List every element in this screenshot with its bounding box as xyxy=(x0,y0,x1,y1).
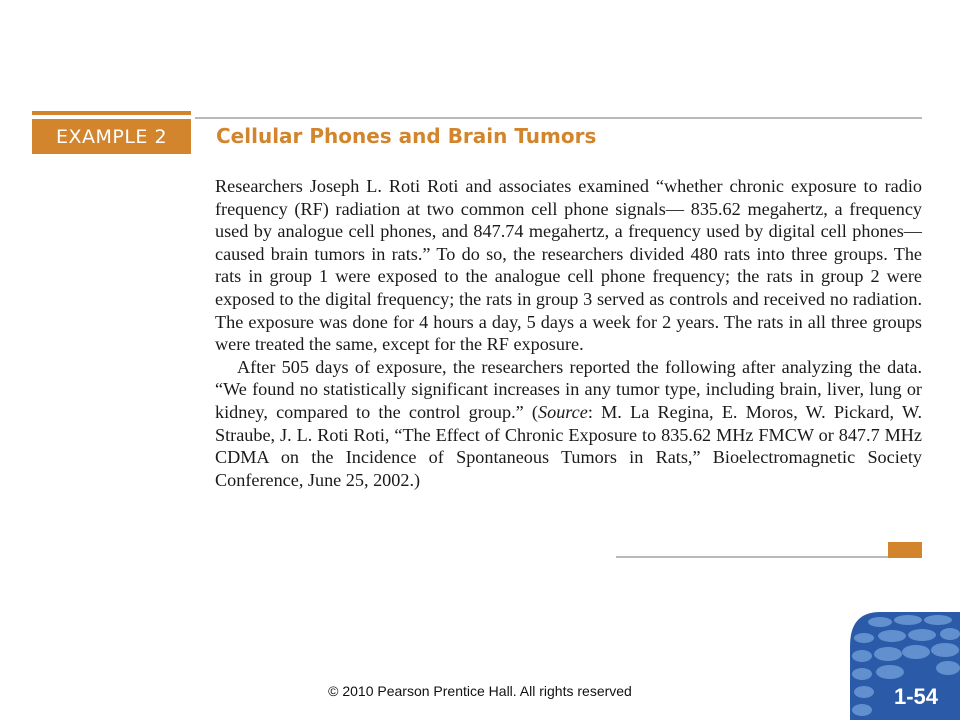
paragraph-2-citation: : M. La Regina, E. Moros, W. Pickard, W. Straube, J. L. Roti Roti, “The Effect of Chronic Exposure to 835.62 MHz FMCW or 847.7 MHz CDMA on the Incidence of Spontaneous Tumors in Rats,” Bioelectromagnetic Society Conference, June 25, 2002.) xyxy=(215,401,922,490)
paragraph-2-text: After 505 days of exposure, the researchers reported the following after analyzing the data. “We found no statistically significant increases in any tumor type, including brain, liver, lung or kidney, compared to the control group.” ( xyxy=(215,356,922,422)
example-label-box xyxy=(32,119,191,154)
example-top-rule xyxy=(195,117,922,119)
paragraph-1: Researchers Joseph L. Roti Roti and associates examined “whether chronic exposure to radio frequency (RF) radiation at two common cell phone signals— 835.62 megahertz, a frequency used by analogue cell phones, and 847.74 megahertz, a frequency used by digital cell phones—caused brain tumors in rats.” To do so, the researchers divided 480 rats into three groups. The rats in group 1 were exposed to the analogue cell phone frequency; the rats in group 2 were exposed to the digital frequency; the rats in group 3 served as controls and received no radiation. The exposure was done for 4 hours a day, 5 days a week for 2 years. The rats in all three groups were treated the same, except for the RF exposure. xyxy=(215,176,922,355)
source-label: Source xyxy=(538,401,588,422)
example-bottom-accent xyxy=(888,542,922,558)
example-top-rule-accent xyxy=(32,111,191,115)
example-title: Cellular Phones and Brain Tumors xyxy=(216,124,597,148)
example-body xyxy=(215,175,922,491)
paragraph-2 xyxy=(215,356,922,492)
page-number: 1-54 xyxy=(893,684,939,709)
example-bottom-rule xyxy=(616,556,888,558)
example-label: EXAMPLE 2 xyxy=(55,125,168,148)
copyright-notice: © 2010 Pearson Prentice Hall. All rights reserved xyxy=(328,683,632,699)
